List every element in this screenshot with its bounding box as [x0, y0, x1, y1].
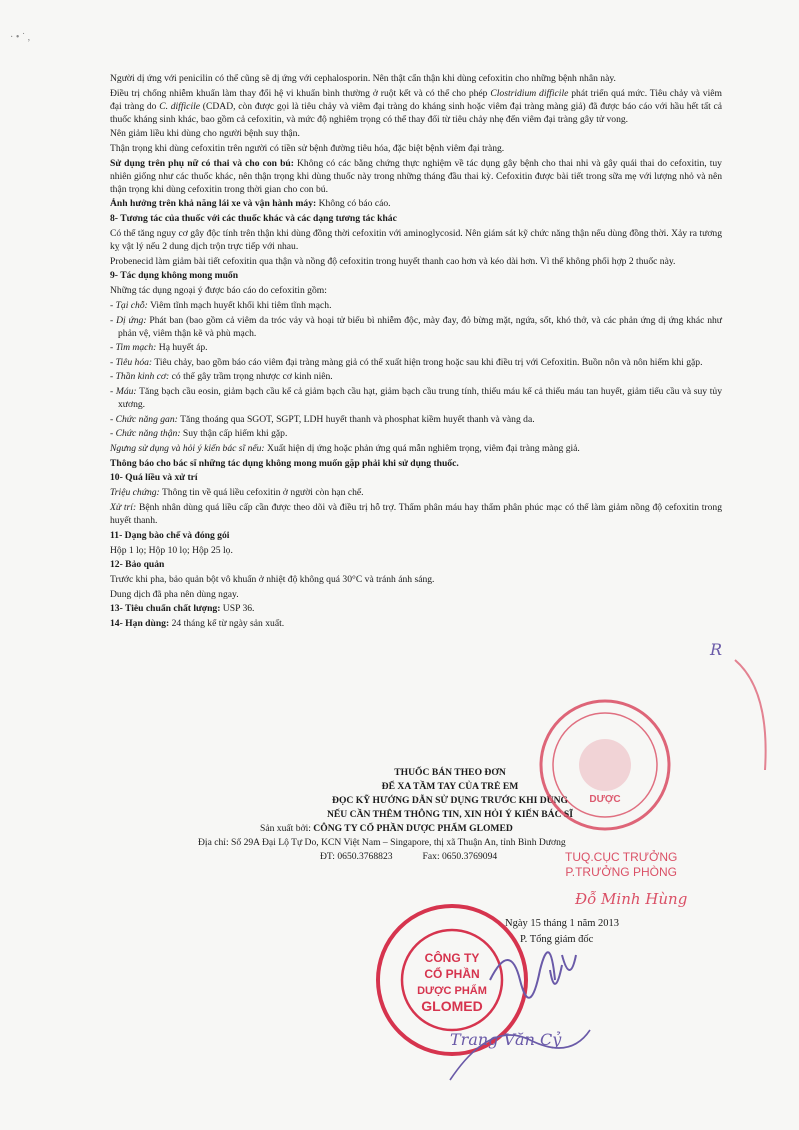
section-heading: 13- Tiêu chuẩn chất lượng: USP 36.: [110, 603, 255, 615]
paragraph: Dung dịch đã pha nên dùng ngay.: [110, 588, 239, 600]
paragraph: Điều trị chống nhiễm khuẩn làm thay đổi hệ vi khuẩn bình thường ở ruột kết và có thể cho phép Clostridium difficile phát triển quá mức. Tiêu chảy và viêm đại tràng do C. difficile (CDAD, còn được gọi là tiêu chảy và viêm đại tràng do kháng sinh hoặc viêm đại tràng màng giả) đã được báo cáo với hầu hết tất cả thuốc kháng sinh khác, bao gồm cả cefoxitin, và mức độ nghiêm trọng có thể thay đổi từ tiêu chảy nhẹ đến viêm đại tràng gây tử vong.: [110, 87, 722, 125]
handwritten-signature: [430, 900, 630, 1100]
section-heading: 10- Quá liều và xử trí: [110, 472, 198, 484]
footer-line: ĐỌC KỸ HƯỚNG DẪN SỬ DỤNG TRƯỚC KHI DÙNG: [332, 795, 568, 806]
stamp-title: TUQ.CỤC TRƯỞNG P.TRƯỞNG PHÒNG: [565, 850, 678, 879]
paragraph: Thận trọng khi dùng cefoxitin trên người có tiền sử bệnh đường tiêu hóa, đặc biệt bệnh viêm đại tràng.: [110, 142, 505, 154]
stamp-line: DƯỢC PHẨM: [417, 985, 487, 997]
paragraph: Hộp 1 lọ; Hộp 10 lọ; Hộp 25 lọ.: [110, 544, 233, 556]
paragraph: Ảnh hưởng trên khả năng lái xe và vận hành máy: Không có báo cáo.: [110, 198, 391, 210]
stamp-line: CÔNG TY: [424, 951, 480, 965]
paragraph: Ngưng sử dụng và hỏi ý kiến bác sĩ nếu: Xuất hiện dị ứng hoặc phản ứng quá mẫn nghiêm trọng, viêm đại tràng màng giả.: [110, 442, 580, 454]
initials-mark: R: [710, 640, 723, 659]
signature-date: Ngày 15 tháng 1 năm 2013: [505, 918, 620, 929]
svg-text:DƯỢC: DƯỢC: [589, 794, 621, 805]
list-item: - Tiêu hóa: Tiêu chảy, bao gồm báo cáo viêm đại tràng màng giả có thể xuất hiện trong hoặc sau khi điều trị với Cefoxitin. Buồn nôn và nôn hiếm khi gặp.: [110, 356, 703, 368]
footer-line: THUỐC BÁN THEO ĐƠN: [394, 767, 506, 778]
side-stamp: [725, 650, 785, 790]
paragraph: Thông báo cho bác sĩ những tác dụng không mong muốn gặp phải khi sử dụng thuốc.: [110, 457, 459, 469]
paragraph: Xử trí: Bệnh nhân dùng quá liều cấp cần được theo dõi và điều trị hỗ trợ. Thẩm phân máu hay thẩm phân phúc mạc có thể làm giảm nồng độ cefoxitin trong huyết thanh.: [110, 501, 722, 526]
paragraph: Sử dụng trên phụ nữ có thai và cho con bú: Không có các bằng chứng thực nghiệm về tác dụng gây bệnh cho thai nhi và gây quái thai do cefoxitin, tuy nhiên giống như các thuốc khác, nên thận trọng khi dùng thuốc này trong những tháng đầu thai kỳ. Cefoxitin được bài tiết trong sữa mẹ với lượng nhỏ và nên thận trọng khi dùng cefoxitin trong thời gian cho con bú.: [110, 157, 722, 195]
section-heading: 9- Tác dụng không mong muốn: [110, 270, 239, 282]
signature-name: Trang Văn Cỷ: [450, 1030, 562, 1049]
paragraph: Trước khi pha, bảo quản bột vô khuẩn ở nhiệt độ không quá 30°C và tránh ánh sáng.: [110, 574, 435, 586]
authority-seal: [530, 690, 680, 840]
list-item: - Thần kinh cơ: có thể gây trầm trọng nhược cơ kinh niên.: [110, 371, 333, 383]
section-heading: 12- Bảo quản: [110, 559, 165, 571]
paragraph: Người dị ứng với penicilin có thể cũng sẽ dị ứng với cephalosporin. Nên thật cẩn thận khi dùng cefoxitin cho những bệnh nhân này.: [110, 73, 616, 84]
list-item: - Máu: Tăng bạch cầu eosin, giảm bạch cầu kể cả giảm bạch cầu hạt, giảm bạch cầu trung tính, thiếu máu kể cả thiếu máu tan huyết, giảm tiểu cầu và suy tủy xương.: [110, 386, 722, 411]
footer-line: ĐỂ XA TẦM TAY CỦA TRẺ EM: [381, 781, 519, 792]
signature-title: P. Tổng giám đốc: [520, 934, 594, 945]
list-item: - Tại chỗ: Viêm tĩnh mạch huyết khối khi tiêm tĩnh mạch.: [110, 300, 332, 311]
paragraph: Những tác dụng ngoại ý được báo cáo do cefoxitin gồm:: [110, 285, 327, 297]
footer-line: NẾU CẦN THÊM THÔNG TIN, XIN HỎI Ý KIẾN BÁC SĨ: [326, 809, 574, 820]
stamp-line: CỔ PHẦN: [424, 967, 480, 981]
paragraph: Có thể tăng nguy cơ gây độc tính trên thận khi dùng đồng thời cefoxitin với aminoglycosid. Nên giám sát kỹ chức năng thận nếu dùng đồng thời. Xảy ra tương kỵ vật lý nếu 2 dung dịch trộn trực tiếp với nhau.: [110, 228, 722, 253]
list-item: - Chức năng gan: Tăng thoáng qua SGOT, SGPT, LDH huyết thanh và phosphat kiềm huyết thanh và vàng da.: [110, 413, 535, 425]
section-heading: 11- Dạng bào chế và đóng gói: [110, 529, 230, 541]
list-item: - Dị ứng: Phát ban (bao gồm cả viêm da tróc vảy và hoại tử biểu bì nhiễm độc, mày đay, đỏ bừng mặt, ngứa, sốt, khó thở, và các phản ứng dị ứng khác như phản vệ, viêm thận kẽ và phù mạch.: [110, 314, 723, 339]
list-item: - Chức năng thận: Suy thận cấp hiếm khi gặp.: [110, 428, 288, 440]
list-item: - Tim mạch: Hạ huyết áp.: [110, 342, 208, 354]
stamp-line: GLOMED: [421, 998, 483, 1014]
scan-specks: · • ˙ ,: [10, 32, 31, 43]
handwritten-name-2: Đỗ Minh Hùng: [575, 890, 688, 908]
contact-line: ĐT: 0650.3768823 Fax: 0650.3769094: [320, 851, 498, 862]
paragraph: Nên giảm liều khi dùng cho người bệnh suy thận.: [110, 128, 300, 140]
manufacturer-line: Sản xuất bởi: CÔNG TY CỔ PHẦN DƯỢC PHẨM GLOMED: [260, 823, 513, 834]
paragraph: Probenecid làm giảm bài tiết cefoxitin qua thận và nồng độ cefoxitin trong huyết thanh cao hơn và kéo dài hơn. Vì thế không phối hợp 2 thuốc này.: [110, 255, 676, 267]
address-line: Địa chỉ: Số 29A Đại Lộ Tự Do, KCN Việt Nam – Singapore, thị xã Thuận An, tỉnh Bình Dương: [198, 837, 566, 848]
paragraph: Triệu chứng: Thông tin về quá liều cefoxitin ở người còn hạn chế.: [110, 487, 364, 499]
document-body: [110, 72, 722, 632]
section-heading: 14- Hạn dùng: 24 tháng kể từ ngày sản xuất.: [110, 618, 285, 630]
section-heading: 8- Tương tác của thuốc với các thuốc khác và các dạng tương tác khác: [110, 212, 397, 224]
